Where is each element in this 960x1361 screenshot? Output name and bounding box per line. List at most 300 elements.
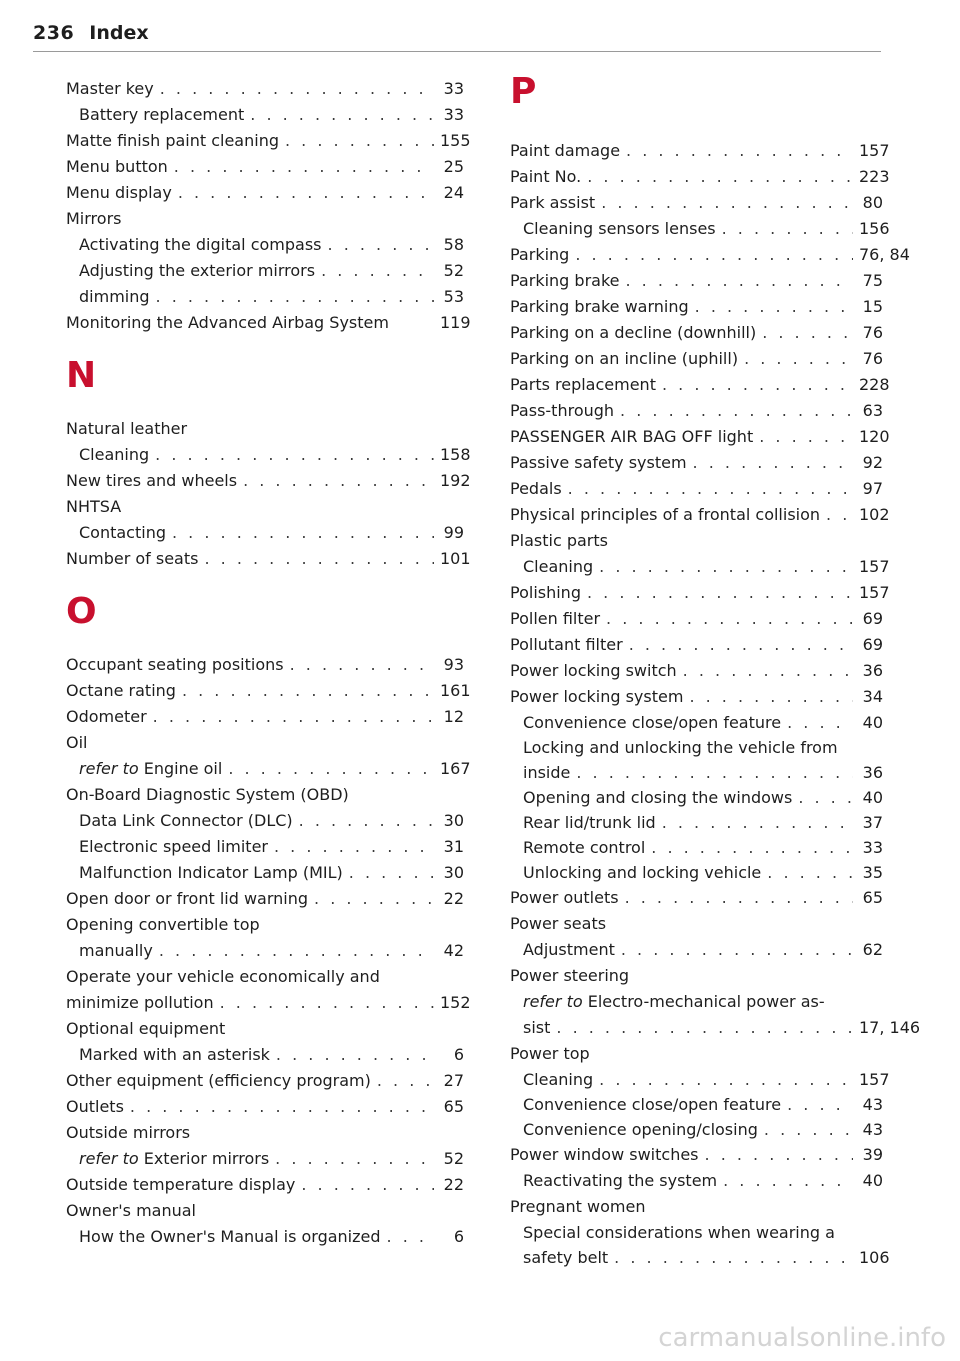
index-term: Power seats [510,914,607,933]
index-group-label [66,1198,464,1224]
dot-leader [182,678,434,704]
index-entry [66,258,464,284]
index-entry [66,1042,464,1068]
index-page-ref: 15 [862,297,883,316]
dot-leader [321,258,434,284]
dot-leader [328,232,434,258]
dot-leader [274,834,434,860]
index-term: Pass-through [510,401,615,420]
index-group-label [510,1220,883,1245]
index-entry [66,652,464,678]
index-entry [510,1245,890,1271]
index-entry [510,268,883,294]
dot-leader [764,1117,853,1142]
index-entry [510,1015,921,1041]
index-group-label [66,494,464,520]
dot-leader [349,860,434,886]
index-term: Cleaning [79,445,150,464]
index-term: Operate your vehicle economically and [66,967,380,986]
index-page-ref: 65 [443,1097,464,1116]
index-cross-reference: refer to [523,992,583,1011]
index-entry [510,294,883,320]
dot-leader [587,580,853,606]
index-term: Cleaning [523,1070,594,1089]
dot-leader [620,398,853,424]
index-group-label [66,1016,464,1042]
index-term: Parking [510,245,570,264]
dot-leader [705,1142,853,1168]
index-page-ref: 155 [440,131,471,150]
index-entry [510,1067,890,1092]
index-entry [510,450,883,476]
dot-leader [228,756,434,782]
index-entry [66,756,471,782]
index-page-ref: 22 [443,1175,464,1194]
index-term: sist [523,1018,551,1037]
dot-leader [276,1042,434,1068]
index-page-ref: 76 [862,349,883,368]
index-term: Unlocking and locking vehicle [523,863,762,882]
index-entry [510,606,883,632]
dot-leader [172,520,434,546]
index-page-ref: 102 [859,505,890,524]
dot-leader [576,760,853,785]
index-entry [66,128,471,154]
index-term: Power locking system [510,687,684,706]
index-letter-heading: N [66,355,97,396]
index-page-ref: 52 [443,261,464,280]
index-term: Passive safety system [510,453,687,472]
index-term: Reactivating the system [523,1171,718,1190]
dot-leader [629,632,853,658]
index-term: dimming [79,287,150,306]
index-entry [510,710,883,735]
dot-leader [626,138,853,164]
dot-leader [683,658,853,684]
dot-leader [156,284,434,310]
index-term: Parking on a decline (downhill) [510,323,757,342]
index-term: Battery replacement [79,105,245,124]
index-entry [510,346,883,372]
dot-leader [275,1146,434,1172]
dot-leader [689,684,853,710]
index-group-label [66,964,464,990]
index-group-label [510,989,883,1015]
dot-leader [606,606,853,632]
index-group-label [66,912,464,938]
index-term: Occupant seating positions [66,655,284,674]
dot-leader [798,785,853,810]
index-entry [66,1146,464,1172]
dot-leader [744,346,853,372]
index-term: Adjustment [523,940,615,959]
dot-leader [662,372,853,398]
index-page-ref: 31 [443,837,464,856]
index-term: Cleaning sensors lenses [523,219,716,238]
index-page-ref: 152 [440,993,471,1012]
index-entry [510,937,883,963]
index-page-ref: 43 [862,1120,883,1139]
dot-leader [314,886,434,912]
index-group-label [66,206,464,232]
index-page-ref: 69 [862,609,883,628]
index-term: Paint damage [510,141,621,160]
dot-leader [243,468,434,494]
index-page-ref: 63 [862,401,883,420]
index-group-label [510,1041,883,1067]
index-term: Monitoring the Advanced Airbag System [66,313,389,332]
dot-leader [568,476,853,502]
index-entry [510,216,890,242]
index-page-ref: 25 [443,157,464,176]
index-page-ref: 192 [440,471,471,490]
index-group-label [66,782,464,808]
index-page-ref: 161 [440,681,471,700]
index-term: Menu button [66,157,168,176]
index-term: Polishing [510,583,581,602]
index-page-ref: 6 [453,1045,464,1064]
index-entry [510,554,890,580]
index-term: Master key [66,79,154,98]
index-entry [510,424,890,450]
dot-leader [625,885,853,911]
index-page-ref: 12 [443,707,464,726]
index-page-ref: 101 [440,549,471,568]
index-term: Convenience close/open feature [523,713,782,732]
index-page-ref: 36 [862,661,883,680]
index-term: Pregnant women [510,1197,646,1216]
index-page-ref: 58 [443,235,464,254]
index-term: inside [523,763,571,782]
index-page-ref: 17, 146 [859,1018,921,1037]
index-term: Open door or front lid warning [66,889,309,908]
index-page-ref: 33 [443,79,464,98]
header-rule [33,51,881,52]
index-term: Natural leather [66,419,188,438]
index-term: Activating the digital compass [79,235,322,254]
index-group-label [510,1194,883,1220]
dot-leader [387,1224,434,1250]
index-page-ref: 99 [443,523,464,542]
index-term: Power locking switch [510,661,677,680]
dot-leader [299,808,434,834]
index-entry [66,102,464,128]
dot-leader [614,1245,853,1271]
index-entry [510,138,890,164]
index-term: manually [79,941,153,960]
index-term: Opening and closing the windows [523,788,793,807]
dot-leader [587,164,853,190]
index-term: Optional equipment [66,1019,226,1038]
index-group-label [510,528,883,554]
index-page-ref: 76 [862,323,883,342]
index-term: Outside temperature display [66,1175,296,1194]
dot-leader [155,442,434,468]
index-term: Park assist [510,193,596,212]
index-column-right [510,71,921,1271]
index-term: Parking brake [510,271,620,290]
index-entry [66,284,464,310]
index-term: Pedals [510,479,562,498]
index-page-ref: 157 [859,557,890,576]
index-page-ref: 62 [862,940,883,959]
index-term: Number of seats [66,549,199,568]
index-page-ref: 53 [443,287,464,306]
index-term: Matte finish paint cleaning [66,131,279,150]
index-page-ref: 120 [859,427,890,446]
index-entry [510,320,883,346]
index-entry [66,520,464,546]
index-entry [66,310,471,336]
index-term: Electro-mechanical power as- [587,992,825,1011]
index-term: Contacting [79,523,166,542]
index-term: Outside mirrors [66,1123,191,1142]
index-term: Convenience close/open feature [523,1095,782,1114]
index-term: Opening convertible top [66,915,260,934]
index-term: Locking and unlocking the vehicle from [523,738,838,757]
index-page-ref: 42 [443,941,464,960]
index-entry [510,658,883,684]
index-page-ref: 76, 84 [859,245,910,264]
index-page-ref: 158 [440,445,471,464]
dot-leader [723,1168,853,1194]
index-page-ref: 65 [862,888,883,907]
index-term: Convenience opening/closing [523,1120,758,1139]
index-page-ref: 157 [859,141,890,160]
index-page-ref: 30 [443,811,464,830]
index-entry [510,1092,883,1117]
index-term: Power steering [510,966,630,985]
dot-leader [625,268,853,294]
index-group-label [66,730,464,756]
dot-leader [722,216,853,242]
index-page-ref: 40 [862,788,883,807]
index-term: Remote control [523,838,646,857]
index-letter-heading: O [66,591,97,632]
dot-leader [160,76,434,102]
page-header [33,22,881,44]
index-term: Parking on an incline (uphill) [510,349,739,368]
index-page-ref: 43 [862,1095,883,1114]
index-entry [510,502,890,528]
index-entry [66,834,464,860]
index-term: NHTSA [66,497,122,516]
index-page-ref: 33 [443,105,464,124]
index-page-ref: 37 [862,813,883,832]
dot-leader [787,1092,853,1117]
index-page-ref: 33 [862,838,883,857]
index-term: Engine oil [143,759,223,778]
index-entry [510,372,890,398]
dot-leader [159,938,434,964]
dot-leader [153,704,434,730]
index-group-label [66,416,464,442]
index-entry [66,860,464,886]
index-page-ref: 167 [440,759,471,778]
index-entry [510,476,883,502]
dot-leader [601,190,853,216]
index-group-label [510,963,883,989]
index-page-ref: 157 [859,583,890,602]
index-term: Mirrors [66,209,122,228]
index-page-ref: 52 [443,1149,464,1168]
index-entry [66,678,471,704]
dot-leader [556,1015,853,1041]
index-term: Marked with an asterisk [79,1045,270,1064]
dot-leader [651,835,853,860]
index-entry [510,1168,883,1194]
index-page-ref: 80 [862,193,883,212]
dot-leader [130,1094,434,1120]
index-group-label [510,735,883,760]
index-term: Octane rating [66,681,176,700]
index-entry [510,632,883,658]
index-term: Menu display [66,183,172,202]
dot-leader [599,1067,853,1092]
index-entry [510,684,883,710]
page-number: 236 [33,22,75,44]
index-term: Owner's manual [66,1201,196,1220]
dot-leader [575,242,853,268]
index-page-ref: 6 [453,1227,464,1246]
watermark: carmanualsonline.info [658,1323,946,1353]
page-title: Index [89,22,149,44]
index-entry [66,1068,464,1094]
index-term: safety belt [523,1248,609,1267]
index-term: Physical principles of a frontal collision [510,505,821,524]
dot-leader [377,1068,434,1094]
dot-leader [285,128,434,154]
dot-leader [762,320,853,346]
index-entry [510,760,883,785]
index-term: Outlets [66,1097,124,1116]
index-term: Power window switches [510,1145,699,1164]
index-entry [510,1142,883,1168]
index-term: Exterior mirrors [143,1149,270,1168]
index-page-ref: 22 [443,889,464,908]
index-entry [66,990,471,1016]
index-page-ref: 24 [443,183,464,202]
index-letter-heading: P [510,71,537,112]
index-term: minimize pollution [66,993,214,1012]
index-entry [510,1117,883,1142]
index-page-ref: 223 [859,167,890,186]
index-term: On-Board Diagnostic System (OBD) [66,785,349,804]
index-page-ref: 97 [862,479,883,498]
index-page-ref: 39 [862,1145,883,1164]
index-entry [510,785,883,810]
index-page-ref: 40 [862,1171,883,1190]
index-term: PASSENGER AIR BAG OFF light [510,427,754,446]
index-entry [510,885,883,911]
index-page-ref: 36 [862,763,883,782]
index-page-ref: 40 [862,713,883,732]
index-cross-reference: refer to [79,759,139,778]
dot-leader [178,180,434,206]
dot-leader [767,860,853,885]
index-term: Special considerations when wearing a [523,1223,835,1242]
index-entry [510,810,883,835]
dot-leader [621,937,853,963]
index-term: Electronic speed limiter [79,837,268,856]
index-entry [66,938,464,964]
index-page-ref: 119 [440,313,471,332]
index-cross-reference: refer to [79,1149,139,1168]
dot-leader [174,154,434,180]
index-page-ref: 93 [443,655,464,674]
dot-leader [826,502,853,528]
index-entry [66,232,464,258]
index-entry [510,190,883,216]
index-page-ref: 157 [859,1070,890,1089]
index-term: Plastic parts [510,531,608,550]
index-entry [66,546,471,572]
index-group-label [66,1120,464,1146]
dot-leader [693,450,853,476]
index-term: Adjusting the exterior mirrors [79,261,316,280]
index-term: Malfunction Indicator Lamp (MIL) [79,863,343,882]
index-page-ref: 27 [443,1071,464,1090]
dot-leader [599,554,853,580]
index-term: Cleaning [523,557,594,576]
index-entry [66,704,464,730]
index-entry [510,242,910,268]
dot-leader [301,1172,434,1198]
dot-leader [250,102,434,128]
index-entry [66,1094,464,1120]
index-column-left [66,76,471,1250]
index-term: Rear lid/trunk lid [523,813,656,832]
index-term: Odometer [66,707,147,726]
index-page-ref: 30 [443,863,464,882]
dot-leader [695,294,853,320]
dot-leader [759,424,853,450]
index-term: Pollen filter [510,609,601,628]
index-term: Power top [510,1044,590,1063]
index-term: New tires and wheels [66,471,238,490]
index-entry [66,180,464,206]
index-term: Parts replacement [510,375,656,394]
index-entry [510,835,883,860]
index-entry [66,808,464,834]
index-entry [510,164,890,190]
index-page-ref: 35 [862,863,883,882]
index-page-ref: 156 [859,219,890,238]
index-entry [510,860,883,885]
index-page-ref: 34 [862,687,883,706]
index-term: Paint No. [510,167,582,186]
index-entry [66,1172,464,1198]
dot-leader [290,652,434,678]
index-page-ref: 69 [862,635,883,654]
index-term: Power outlets [510,888,619,907]
index-term: How the Owner's Manual is organized [79,1227,381,1246]
dot-leader [220,990,434,1016]
index-page-ref: 75 [862,271,883,290]
index-term: Pollutant filter [510,635,623,654]
index-page-ref: 228 [859,375,890,394]
index-term: Parking brake warning [510,297,689,316]
dot-leader [662,810,853,835]
index-entry [66,886,464,912]
dot-leader [204,546,434,572]
index-entry [66,76,464,102]
index-entry [66,468,471,494]
index-term: Other equipment (efficiency program) [66,1071,371,1090]
index-term: Oil [66,733,88,752]
dot-leader [787,710,853,735]
index-page-ref: 106 [859,1248,890,1267]
